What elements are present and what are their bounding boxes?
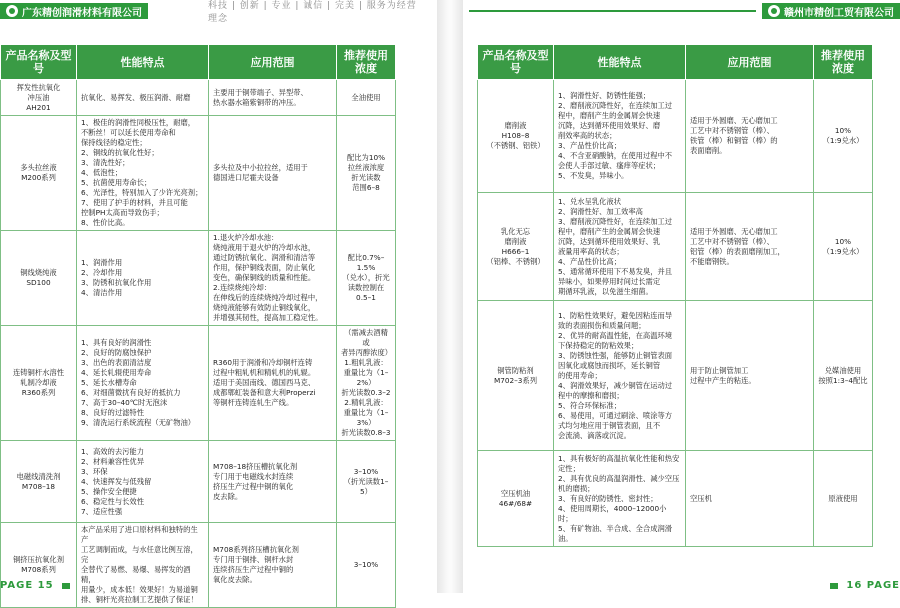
cell-text-line: 多头拉及中小拉拉丝，适用于 — [213, 163, 308, 172]
cell-text-line: 适用于外圆磨、无心磨加工 — [690, 116, 778, 125]
cell-text-line: 氧化皮去除。 — [213, 575, 257, 584]
cell-text-line: 2、具有优良的高温润滑性、减少空压 — [558, 473, 680, 483]
concentration-cell — [337, 231, 396, 326]
cell-text-line: 4、低泡性； — [81, 168, 123, 177]
cell-text-line: 保持线径的稳定性； — [81, 138, 147, 147]
cell-text-line: 折光读数 — [351, 173, 381, 182]
table-row — [1, 116, 396, 231]
right-header — [463, 0, 900, 22]
column-header: 性能特点 — [554, 45, 686, 80]
application-cell — [209, 80, 337, 116]
cell-text-line: 折光读数0.3–2 — [341, 388, 391, 397]
cell-text-line: 2、磨削液沉降性好，在连续加工过 — [558, 101, 673, 110]
cell-text-line: 折光读数0.8–3 — [341, 428, 391, 437]
application-cell — [686, 80, 814, 193]
cell-text-line: 会流淌、滴落或沉淀。 — [558, 430, 631, 440]
cell-text-line: 10% — [834, 236, 852, 246]
cell-text-line: 定性； — [558, 463, 580, 473]
cell-text-line: 3、产品性价比高； — [558, 141, 622, 150]
cell-text-line: 2、冷却作用 — [81, 268, 123, 277]
cell-text-line: 1、兑水呈乳化液状 — [558, 196, 622, 206]
cell-text-line: 4、清洁作用 — [81, 288, 123, 297]
table-row — [478, 301, 873, 451]
cell-text-line: 5、不发臭，异味小。 — [558, 171, 629, 180]
right-page-number: 16 PAGE — [846, 580, 900, 591]
product-name-cell — [478, 301, 554, 451]
cell-text-line: 4、产品性价比高； — [558, 256, 622, 266]
cell-text-line: 用量少，成本低！效果好！为易道铜 — [81, 585, 198, 594]
cell-text-line: R360系列 — [21, 388, 56, 397]
application-cell — [209, 231, 337, 326]
cell-text-line: 表面磨削。 — [690, 146, 727, 155]
left-company-name: 广东精创润滑材料有限公司 — [22, 7, 142, 19]
concentration-cell — [814, 301, 873, 451]
cell-text-line: 6、光泽性，特别加入了少许光亮剂； — [81, 188, 203, 197]
cell-text-line: 作用，保护铜线表面，防止氧化 — [213, 263, 316, 272]
cell-text-line: 5、符合环保标准； — [558, 400, 622, 410]
features-cell — [77, 80, 209, 116]
cell-text-line: 冲压油 — [27, 92, 50, 102]
cell-text-line: 3、防锈蚀性强，能够防止铜管表面 — [558, 350, 673, 360]
product-name-cell — [478, 451, 554, 547]
cell-text-line: 1、润滑性好、防锈性能强； — [558, 91, 651, 100]
left-page — [0, 0, 437, 604]
cell-text-line: 铝管（棒）的表面磨削加工， — [690, 246, 785, 256]
cell-text-line: 2、铜线的抗氧化性好； — [81, 148, 159, 157]
cell-text-line: 9、清洗运行系统流程（无矿物油） — [81, 418, 196, 427]
cell-text-line: 连续挤压生产过程中铜的 — [213, 565, 294, 574]
cell-text-line: 3、防锈和抗氧化作用 — [81, 278, 152, 287]
cell-text-line: 8、性价比高。 — [81, 218, 130, 227]
cell-text-line: 6、稳定性与长效性 — [81, 496, 145, 506]
cell-text-line: 不能磨钢铁。 — [690, 256, 734, 266]
cell-text-line: 通过防锈抗氧化、润滑和清洁等 — [213, 253, 316, 262]
cell-text-line: 铜管防粘剂 — [497, 365, 534, 375]
cell-text-line: 配比为10% — [346, 153, 386, 162]
cell-text-line: 铜线烧纯液 — [20, 268, 57, 277]
table-row — [1, 441, 396, 523]
left-footer — [0, 578, 70, 593]
cell-text-line: 沉降，达到循环使用效果好、磨 — [558, 121, 661, 130]
cell-text-line: 德国进口尼霍夫设备 — [213, 173, 279, 182]
cell-text-line: 的使用寿命； — [558, 370, 602, 380]
cell-text-line: 1.粗轧乳液： — [344, 358, 388, 367]
cell-text-line: M708–18挤压槽抗氧化剂 — [213, 461, 298, 471]
cell-text-line: 挤压生产过程中铜的氧化 — [213, 481, 294, 491]
cell-text-line: M702–3系列 — [493, 375, 538, 385]
cell-text-line: 重量比为（1–3%） — [343, 408, 389, 427]
cell-text-line: 排、铜杆光亮拉制工艺提供了保证！ — [81, 595, 198, 604]
column-header: 应用范围 — [209, 45, 337, 80]
cell-text-line: 1、具有极好的高温抗氧化性能和热安 — [558, 453, 680, 463]
circle-logo-icon — [768, 5, 780, 17]
cell-text-line: 重量比为（1–2%） — [343, 368, 389, 387]
cell-text-line: 主要用于铜带端子、异型带、 — [213, 87, 308, 97]
cell-text-line: 专门用于电磁线水封连续 — [213, 471, 294, 481]
cell-text-line: （兑水），折光 — [342, 273, 390, 282]
cell-text-line: 沉降，达到循环使用效果好、乳 — [558, 236, 661, 246]
cell-text-line: （1:9兑水） — [822, 136, 864, 145]
table-row — [1, 231, 396, 326]
cell-text-line: 烧纯液用于退火炉的冷却水池， — [213, 243, 316, 252]
cell-text-line: 连铸铜杆水溶性 — [12, 368, 65, 377]
features-cell — [77, 116, 209, 231]
cell-text-line: 轧制冷却液 — [20, 378, 57, 387]
product-name-cell — [1, 441, 77, 523]
cell-text-line: 过程中粗轧机和精轧机的轧辊。 — [213, 368, 316, 377]
product-name-cell — [1, 231, 77, 326]
cell-text-line: 3、出色的表面清洁度 — [81, 358, 152, 367]
cell-text-line: 工艺调制而成，与水任意比例互溶，完 — [81, 545, 198, 564]
cell-text-line: 等铜杆连铸连轧生产线。 — [213, 398, 294, 407]
cell-text-line: M708系列 — [21, 565, 56, 574]
cell-text-line: 本产品采用了进口原材料和独特的生产 — [81, 525, 198, 544]
cell-text-line: 2、材料兼容性优异 — [81, 456, 145, 466]
left-header — [0, 0, 437, 22]
table-row — [478, 80, 873, 193]
column-header: 性能特点 — [77, 45, 209, 80]
cell-text-line: 液量用率高的状态； — [558, 246, 624, 256]
right-company-name: 赣州市精创工贸有限公司 — [784, 7, 894, 19]
cell-text-line: 因氧化或腐蚀而损坏，延长铜管 — [558, 360, 661, 370]
cell-text-line: H666–1 — [501, 246, 530, 256]
cell-text-line: M708–18 — [21, 481, 56, 491]
cell-text-line: 工艺中对不锈钢管（棒）、 — [690, 236, 774, 246]
concentration-cell — [337, 116, 396, 231]
concentration-cell — [337, 326, 396, 441]
features-cell — [554, 80, 686, 193]
column-header: 应用范围 — [686, 45, 814, 80]
left-tagline: 科技 | 创新 | 专业 | 诚信 | 完美 | 服务为经营理念 — [208, 1, 417, 24]
cell-text-line: 专门用于铜排、铜杆水封 — [213, 555, 294, 564]
cell-text-line: 2、优异的耐高温性能，在高温环境 — [558, 330, 673, 340]
cell-text-line: 读数控制在0.5–1 — [347, 283, 385, 302]
cell-text-line: 皮去除。 — [213, 491, 243, 501]
cell-text-line: 4、润滑效果好，减少铜管在运动过 — [558, 380, 673, 390]
cell-text-line: 3、环保 — [81, 466, 108, 476]
right-product-table — [477, 44, 873, 547]
cell-text-line: 磨削液 — [504, 236, 527, 246]
cell-text-line: 4、延长轧辊使用寿命 — [81, 368, 152, 377]
cell-text-line: AH201 — [26, 102, 51, 112]
cell-text-line: 1、极佳的润滑性同极压性，耐磨， — [81, 118, 196, 127]
cell-text-line: 电磁线清洗剂 — [16, 471, 61, 481]
product-name-cell — [1, 326, 77, 441]
cell-text-line: 工艺中对不锈钢管（棒）、 — [690, 126, 774, 135]
cell-text-line: 5、操作安全便捷 — [81, 486, 137, 496]
cell-text-line: 2、润滑性好、加工效率高 — [558, 206, 643, 216]
cell-text-line: 空压机 — [690, 493, 712, 503]
cell-text-line: 适用于外圆磨、无心磨加工 — [690, 226, 778, 236]
cell-text-line: 会使人手部过敏、瘙痒等症状； — [558, 161, 661, 170]
features-cell — [554, 301, 686, 451]
table-row — [1, 80, 396, 116]
cell-text-line: 原液使用 — [828, 493, 858, 503]
cell-text-line: 程中，磨削产生的金属屑会快速 — [558, 226, 661, 236]
concentration-cell — [337, 80, 396, 116]
application-cell — [209, 326, 337, 441]
concentration-cell — [814, 193, 873, 301]
book-spine — [437, 0, 463, 593]
features-cell — [77, 441, 209, 523]
circle-logo-icon — [6, 5, 18, 17]
cell-text-line: 8、良好的过滤特性 — [81, 408, 145, 417]
cell-text-line: M708系列挤压槽抗氧化剂 — [213, 545, 299, 554]
cell-text-line: 烧纯液能够有效防止铜线氧化， — [213, 303, 316, 312]
cell-text-line: 按照1:3–4配比 — [818, 375, 868, 385]
cell-text-line: 范围6–8 — [352, 183, 380, 192]
application-cell — [209, 523, 337, 608]
right-table-header-row — [478, 45, 873, 80]
cell-text-line: 成都郫虹装备和意大利Properzi — [213, 388, 316, 397]
product-name-cell — [478, 80, 554, 193]
product-name-cell — [1, 80, 77, 116]
cell-text-line: 10% — [834, 126, 852, 135]
features-cell — [554, 193, 686, 301]
right-company-logo — [762, 3, 900, 19]
cell-text-line: 用于防止铜管加工 — [690, 365, 749, 375]
concentration-cell — [337, 441, 396, 523]
cell-text-line: 4、不含亚硝酸钠，在使用过程中不 — [558, 151, 673, 160]
cell-text-line: M200系列 — [21, 173, 56, 182]
cell-text-line: 期循环乳液，以免滋生细菌。 — [558, 286, 653, 296]
product-name-cell — [478, 193, 554, 301]
cell-text-line: 3、有良好的防锈性、密封性； — [558, 493, 658, 503]
concentration-cell — [814, 80, 873, 193]
left-company-logo — [0, 3, 148, 19]
application-cell — [209, 441, 337, 523]
column-header: 产品名称及型号 — [478, 45, 554, 80]
cell-text-line: 拉丝液浓度 — [347, 163, 385, 172]
right-footer — [830, 578, 900, 593]
left-table-header-row — [1, 45, 396, 80]
cell-text-line: 程中的摩擦和磨损； — [558, 390, 624, 400]
cell-text-line: 2.精轧乳液： — [344, 398, 388, 407]
cell-text-line: （铝棒、不锈钢） — [486, 256, 545, 266]
table-row — [1, 523, 396, 608]
cell-text-line: 6、易使用，可通过刷涂、喷涂等方 — [558, 410, 673, 420]
cell-text-line: 铁管（棒）和铜管（棒）的 — [690, 136, 778, 145]
features-cell — [554, 451, 686, 547]
features-cell — [77, 231, 209, 326]
cell-text-line: 乳化无忘 — [500, 226, 531, 236]
table-row — [1, 326, 396, 441]
cell-text-line: 1、具有良好的润滑性 — [81, 338, 152, 347]
cell-text-line: 7、高于30–40℃时无泡沫 — [81, 398, 168, 407]
concentration-cell — [814, 451, 873, 547]
cell-text-line: 削效率高的状态； — [558, 131, 617, 140]
features-cell — [77, 326, 209, 441]
application-cell — [686, 301, 814, 451]
cell-text-line: 5、有矿物油、半合成、全合成润滑油。 — [558, 523, 673, 543]
cell-text-line: 在伸线后的连续烧纯冷却过程中， — [213, 293, 323, 302]
cell-text-line: R360用于润滑和冷却铜杆连铸 — [213, 358, 313, 367]
column-header: 产品名称及型号 — [1, 45, 77, 80]
cell-text-line: 全替代了易燃、易爆、易挥发的酒精， — [81, 565, 191, 584]
right-footer-bar — [830, 583, 838, 589]
cell-text-line: 程中，磨削产生的金属屑会快速 — [558, 111, 661, 120]
cell-text-line: 兑媒油使用 — [824, 365, 862, 375]
cell-text-line: 5、通常循环使用下不易发臭，并且 — [558, 266, 673, 276]
cell-text-line: 并增强其韧性，提高加工稳定性。 — [213, 313, 323, 322]
left-page-number: PAGE 15 — [0, 580, 54, 591]
cell-text-line: 控制PH太高而导致伤手； — [81, 208, 164, 217]
cell-text-line: 4、快速挥发与低残留 — [81, 476, 152, 486]
application-cell — [686, 451, 814, 547]
cell-text-line: 2.连续烧纯冷却： — [213, 283, 272, 292]
cell-text-line: H108–8 — [501, 131, 530, 140]
cell-text-line: 不断丝！可以延长使用寿命和 — [81, 128, 176, 137]
cell-text-line: 4、使用周期长，4000–12000小时； — [558, 503, 667, 523]
features-cell — [77, 523, 209, 608]
left-product-table — [0, 44, 396, 608]
cell-text-line: 下保持稳定的防粘效果； — [558, 340, 639, 350]
concentration-cell — [337, 523, 396, 608]
cell-text-line: 2、良好的防腐蚀保护 — [81, 348, 152, 357]
cell-text-line: 铜挤压抗氧化剂 — [12, 555, 65, 564]
cell-text-line: 3、磨削液沉降性好，在连续加工过 — [558, 216, 673, 226]
cell-text-line: 致的表面损伤和质量问题； — [558, 320, 646, 330]
cell-text-line: 式均匀地应用于铜管表面，且不 — [558, 420, 661, 430]
application-cell — [209, 116, 337, 231]
cell-text-line: SD100 — [26, 278, 51, 287]
cell-text-line: 热水器水箱紫铜带的冲压。 — [213, 97, 301, 107]
cell-text-line: 6、对细菌微扰有良好的抵抗力 — [81, 388, 181, 397]
cell-text-line: 全油使用 — [351, 92, 381, 102]
cell-text-line: （需减去酒精或 — [344, 328, 388, 347]
cell-text-line: 者异丙醇浓度） — [341, 348, 393, 357]
cell-text-line: 5、延长水槽寿命 — [81, 378, 137, 387]
cell-text-line: 抗氧化、易挥发、极压润滑、耐磨 — [81, 92, 191, 102]
cell-text-line: 机的磨损； — [558, 483, 595, 493]
cell-text-line: （不锈钢、铝铁） — [486, 141, 545, 150]
cell-text-line: （折光读数1–5） — [343, 476, 389, 496]
cell-text-line: 磨削液 — [504, 121, 527, 130]
left-footer-bar — [62, 583, 70, 589]
right-header-rule — [469, 10, 756, 12]
application-cell — [686, 193, 814, 301]
cell-text-line: 3、清洗性好； — [81, 158, 130, 167]
cell-text-line: 3–10% — [353, 560, 379, 569]
cell-text-line: 变色，确保铜线的质量和性能。 — [213, 273, 316, 282]
cell-text-line: （1:9兑水） — [822, 246, 864, 256]
right-page — [463, 0, 900, 593]
column-header: 推荐使用浓度 — [814, 45, 873, 80]
table-row — [478, 451, 873, 547]
cell-text-line: 1、高效的去污能力 — [81, 446, 145, 456]
column-header: 推荐使用浓度 — [337, 45, 396, 80]
product-name-cell — [1, 523, 77, 608]
cell-text-line: 空压机油 — [500, 488, 531, 498]
cell-text-line: 适用于美国南线、德国西马克、 — [213, 378, 316, 387]
cell-text-line: 过程中产生的粘连。 — [690, 375, 756, 385]
cell-text-line: 7、使用了护手的材料，并且可能 — [81, 198, 188, 207]
table-row — [478, 193, 873, 301]
cell-text-line: 7、适应性强 — [81, 506, 123, 516]
cell-text-line: 5、抗菌使用寿命长； — [81, 178, 152, 187]
cell-text-line: 1.退火炉冷却水池： — [213, 233, 279, 242]
cell-text-line: 配比0.7%–1.5% — [347, 253, 385, 272]
product-name-cell — [1, 116, 77, 231]
cell-text-line: 多头拉丝液 — [20, 163, 57, 172]
cell-text-line: 挥发性抗氧化 — [16, 82, 61, 92]
cell-text-line: 3–10% — [353, 466, 379, 476]
cell-text-line: 1、润滑作用 — [81, 258, 123, 267]
cell-text-line: 异味小，如果停用时间过长需定 — [558, 276, 661, 286]
cell-text-line: 1、防粘性效果好，避免因粘连而导 — [558, 310, 673, 320]
cell-text-line: 46#/68# — [498, 498, 533, 508]
